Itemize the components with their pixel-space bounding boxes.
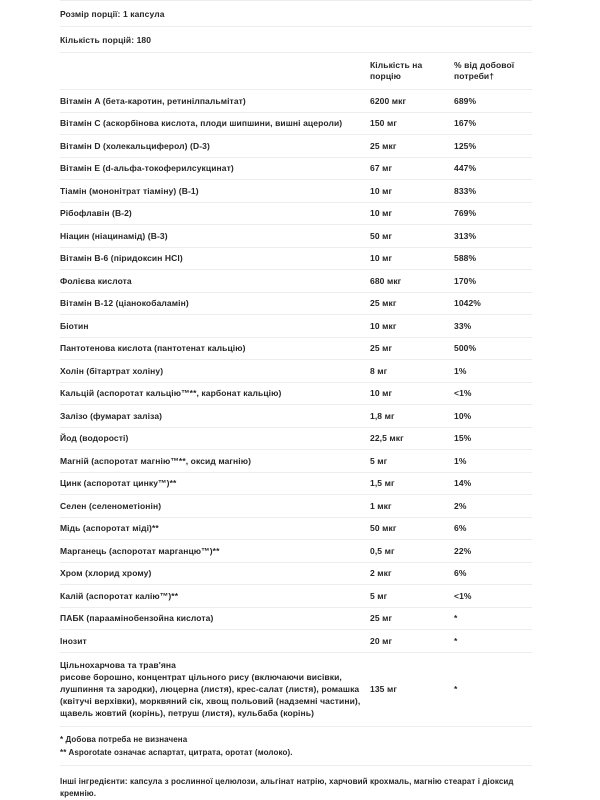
- servings-count-label: Кількість порцій:: [60, 34, 135, 45]
- other-ingredients: Інші інгредієнти: капсула з рослинної целюлози, альгінат натрію, харчовий крохмаль, магнію стеарат і діоксид кремнію.: [60, 765, 532, 800]
- nutrient-daily-value: 2%: [454, 495, 532, 518]
- nutrient-amount: 10 мг: [370, 247, 454, 270]
- nutrient-daily-value: 6%: [454, 517, 532, 540]
- table-row: [60, 90, 532, 113]
- table-header: [60, 53, 532, 90]
- nutrient-daily-value: *: [454, 607, 532, 630]
- nutrient-amount: 2 мкг: [370, 562, 454, 585]
- footnote-double-star: ** Asporotate означає аспартат, цитрата, оротат (молоко).: [60, 747, 293, 757]
- nutrient-name: Вітамін E (d-альфа-токоферилсукцинат): [60, 157, 370, 180]
- table-row: [60, 225, 532, 248]
- nutrient-name: Пантотенова кислота (пантотенат кальцію): [60, 337, 370, 360]
- table-row: [60, 562, 532, 585]
- nutrient-daily-value: 14%: [454, 472, 532, 495]
- table-row: [60, 202, 532, 225]
- nutrient-amount: 67 мг: [370, 157, 454, 180]
- nutrient-daily-value: 500%: [454, 337, 532, 360]
- table-row: [60, 450, 532, 473]
- table-row: [60, 112, 532, 135]
- nutrient-amount: 10 мг: [370, 382, 454, 405]
- nutrient-daily-value: 769%: [454, 202, 532, 225]
- nutrient-daily-value: 689%: [454, 90, 532, 113]
- nutrient-name: Селен (селенометіонін): [60, 495, 370, 518]
- table-row: [60, 382, 532, 405]
- nutrient-name: Інозит: [60, 630, 370, 653]
- table-body: [60, 90, 532, 726]
- nutrient-daily-value: 1042%: [454, 292, 532, 315]
- nutrient-name: Вітамін C (аскорбінова кислота, плоди шипшини, вишні ацероли): [60, 112, 370, 135]
- blend-amount: 135 мг: [370, 652, 454, 726]
- blend-name-cell: [60, 652, 370, 726]
- table-row: [60, 270, 532, 293]
- nutrient-amount: 5 мг: [370, 585, 454, 608]
- table-row: [60, 427, 532, 450]
- nutrient-name: ПАБК (параамінобензойна кислота): [60, 607, 370, 630]
- nutrient-amount: 25 мкг: [370, 292, 454, 315]
- nutrient-amount: 50 мкг: [370, 517, 454, 540]
- nutrient-amount: 1 мкг: [370, 495, 454, 518]
- nutrient-daily-value: 22%: [454, 540, 532, 563]
- table-row-blend: [60, 652, 532, 726]
- nutrient-amount: 0,5 мг: [370, 540, 454, 563]
- nutrient-daily-value: 588%: [454, 247, 532, 270]
- nutrient-daily-value: 125%: [454, 135, 532, 158]
- nutrient-name: Вітамін A (бета-каротин, ретинілпальмітат): [60, 90, 370, 113]
- nutrient-name: Фолієва кислота: [60, 270, 370, 293]
- servings-count-value: 180: [134, 34, 152, 45]
- table-row: [60, 135, 532, 158]
- nutrient-daily-value: <1%: [454, 585, 532, 608]
- nutrient-name: Вітамін B-6 (піридоксин HCl): [60, 247, 370, 270]
- table-row: [60, 315, 532, 338]
- nutrient-name: Йод (водорості): [60, 427, 370, 450]
- table-row: [60, 472, 532, 495]
- nutrient-name: Рібофлавін (B-2): [60, 202, 370, 225]
- nutrient-name: Тіамін (мононітрат тіаміну) (B-1): [60, 180, 370, 203]
- supplement-facts-panel: [60, 0, 532, 800]
- nutrient-amount: 10 мг: [370, 202, 454, 225]
- nutrient-amount: 5 мг: [370, 450, 454, 473]
- nutrient-amount: 680 мкг: [370, 270, 454, 293]
- table-row: [60, 157, 532, 180]
- nutrient-amount: 6200 мкг: [370, 90, 454, 113]
- blend-ingredients: рисове борошно, концентрат цільного рису (включаючи висівки, лушпиння та зародки), люцерна (листя), крес-салат (листя), ромашка (квітучі верхівки), морквяний сік, хвощ польовий (надземні частини), щавель жовтий (корінь), петруш (листя), кульбаба (корінь): [60, 671, 361, 718]
- column-header-nutrient: [60, 53, 370, 90]
- nutrient-daily-value: 833%: [454, 180, 532, 203]
- nutrient-daily-value: 1%: [454, 450, 532, 473]
- nutrient-amount: 25 мкг: [370, 135, 454, 158]
- nutrient-amount: 22,5 мкг: [370, 427, 454, 450]
- nutrient-amount: 20 мг: [370, 630, 454, 653]
- nutrient-daily-value: 447%: [454, 157, 532, 180]
- nutrient-name: Залізо (фумарат заліза): [60, 405, 370, 428]
- table-row: [60, 495, 532, 518]
- nutrient-amount: 25 мг: [370, 337, 454, 360]
- nutrient-daily-value: <1%: [454, 382, 532, 405]
- nutrient-name: Хром (хлорид хрому): [60, 562, 370, 585]
- servings-per-container-row: [60, 26, 532, 52]
- nutrient-daily-value: 170%: [454, 270, 532, 293]
- table-row: [60, 292, 532, 315]
- nutrient-name: Мідь (аспоротат міді)**: [60, 517, 370, 540]
- nutrient-name: Магній (аспоротат магнію™**, оксид магнію): [60, 450, 370, 473]
- nutrient-name: Калій (аспоротат калію™)**: [60, 585, 370, 608]
- nutrient-daily-value: *: [454, 630, 532, 653]
- table-row: [60, 337, 532, 360]
- nutrient-name: Кальцій (аспоротат кальцію™**, карбонат кальцію): [60, 382, 370, 405]
- nutrient-name: Вітамін D (холекальциферол) (D-3): [60, 135, 370, 158]
- table-row: [60, 180, 532, 203]
- serving-size-value: 1 капсула: [120, 8, 165, 19]
- table-header-row: [60, 53, 532, 90]
- nutrient-daily-value: 15%: [454, 427, 532, 450]
- nutrient-name: Марганець (аспоротат марганцю™)**: [60, 540, 370, 563]
- nutrient-daily-value: 33%: [454, 315, 532, 338]
- footnotes: [60, 726, 532, 759]
- table-row: [60, 247, 532, 270]
- column-header-daily-value: % від добової потреби†: [454, 53, 532, 90]
- nutrient-name: Біотин: [60, 315, 370, 338]
- nutrient-daily-value: 1%: [454, 360, 532, 383]
- blend-daily-value: *: [454, 652, 532, 726]
- blend-title: Цільнохарчова та трав'яна: [60, 659, 176, 670]
- table-row: [60, 405, 532, 428]
- nutrient-name: Холін (бітартрат холіну): [60, 360, 370, 383]
- nutrient-daily-value: 10%: [454, 405, 532, 428]
- nutrient-amount: 10 мкг: [370, 315, 454, 338]
- nutrient-amount: 150 мг: [370, 112, 454, 135]
- nutrient-daily-value: 167%: [454, 112, 532, 135]
- serving-size-row: [60, 0, 532, 26]
- nutrient-amount: 1,8 мг: [370, 405, 454, 428]
- nutrient-amount: 1,5 мг: [370, 472, 454, 495]
- nutrient-amount: 50 мг: [370, 225, 454, 248]
- table-row: [60, 585, 532, 608]
- nutrient-daily-value: 6%: [454, 562, 532, 585]
- table-row: [60, 607, 532, 630]
- table-row: [60, 517, 532, 540]
- supplement-facts-table: [60, 52, 532, 726]
- column-header-amount-per-serving: Кількість на порцію: [370, 53, 454, 90]
- nutrient-name: Ніацин (ніацинамід) (B-3): [60, 225, 370, 248]
- nutrient-name: Цинк (аспоротат цинку™)**: [60, 472, 370, 495]
- nutrient-name: Вітамін B-12 (ціанокобаламін): [60, 292, 370, 315]
- nutrient-amount: 25 мг: [370, 607, 454, 630]
- footnote-single-star: * Добова потреба не визначена: [60, 734, 188, 744]
- nutrient-amount: 10 мг: [370, 180, 454, 203]
- nutrient-amount: 8 мг: [370, 360, 454, 383]
- nutrient-daily-value: 313%: [454, 225, 532, 248]
- table-row: [60, 540, 532, 563]
- table-row: [60, 630, 532, 653]
- table-row: [60, 360, 532, 383]
- serving-size-label: Розмір порції:: [60, 8, 121, 19]
